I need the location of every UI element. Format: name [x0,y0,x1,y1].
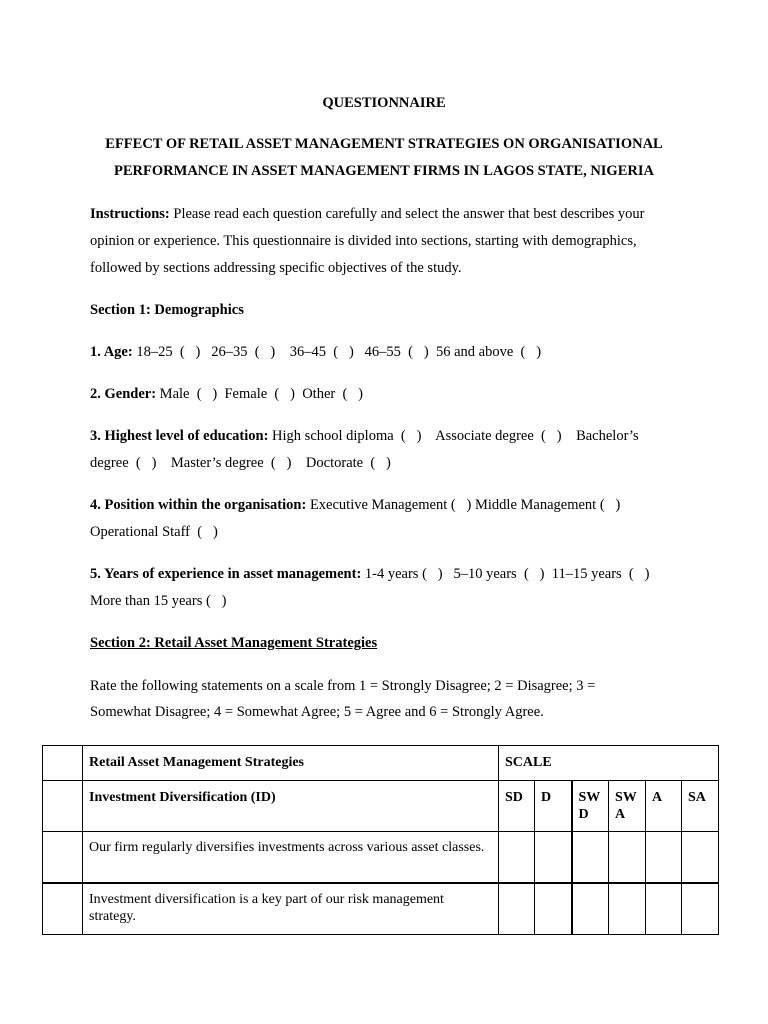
table-row [43,832,719,884]
rating-cell-sd[interactable] [499,883,535,935]
rating-instructions-line-1: Rate the following statements on a scale from 1 = Strongly Disagree; 2 = Disagree; 3 = [90,678,596,694]
rating-cell-swd[interactable] [572,883,609,935]
rating-instructions-line-2: Somewhat Disagree; 4 = Somewhat Agree; 5 = Agree and 6 = Strongly Agree. [90,704,544,720]
scale-col-swa: SW A [609,781,646,832]
rating-cell-sa[interactable] [682,832,719,884]
table-index-cell [43,883,83,935]
scale-col-a: A [646,781,682,832]
section-2-heading: Section 2: Retail Asset Management Strategies [90,635,378,651]
study-title-line-2: PERFORMANCE IN ASSET MANAGEMENT FIRMS IN LAGOS STATE, NIGERIA [114,163,654,179]
instructions-line-2: opinion or experience. This questionnaire is divided into sections, starting with demographics, [90,233,637,249]
study-title-line-1: EFFECT OF RETAIL ASSET MANAGEMENT STRATEGIES ON ORGANISATIONAL [105,136,663,152]
rating-cell-a[interactable] [646,883,682,935]
question-experience-line-1: 5. Years of experience in asset management: 1-4 years ( ) 5–10 years ( ) 11–15 years ( ) [90,566,650,582]
rating-cell-d[interactable] [535,883,572,935]
question-position-line-2: Operational Staff ( ) [90,524,218,540]
question-experience-line-2: More than 15 years ( ) [90,593,227,609]
table-header-row [43,746,719,781]
table-row [43,883,719,935]
question-gender: 2. Gender: Male ( ) Female ( ) Other ( ) [90,386,364,402]
scale-col-sd: SD [499,781,535,832]
scale-col-swd: SW D [572,781,609,832]
scale-col-d: D [535,781,572,832]
rating-cell-swd[interactable] [572,832,609,884]
question-position-line-1: 4. Position within the organisation: Executive Management ( ) Middle Management ( ) [90,497,621,513]
rating-cell-swa[interactable] [609,883,646,935]
table-index-cell [43,832,83,884]
rating-cell-a[interactable] [646,832,682,884]
table-subheader-row [43,781,719,832]
table-subheader-title: Investment Diversification (ID) [83,781,499,832]
question-age: 1. Age: 18–25 ( ) 26–35 ( ) 36–45 ( ) 46–55 ( ) 56 and above ( ) [90,344,542,360]
table-index-cell [43,781,83,832]
table-header-title: Retail Asset Management Strategies [83,746,499,781]
instructions-line-3: followed by sections addressing specific objectives of the study. [90,260,462,276]
section-1-heading: Section 1: Demographics [90,302,244,318]
statement-cell: Our firm regularly diversifies investments across various asset classes. [83,832,499,884]
questionnaire-title: QUESTIONNAIRE [322,95,446,111]
question-education-line-1: 3. Highest level of education: High school diploma ( ) Associate degree ( ) Bachelor’s [90,428,639,444]
rating-table [42,745,719,935]
rating-cell-swa[interactable] [609,832,646,884]
instructions-line-1: Instructions: Please read each question carefully and select the answer that best describes your [90,206,645,222]
rating-cell-d[interactable] [535,832,572,884]
question-education-line-2: degree ( ) Master’s degree ( ) Doctorate ( ) [90,455,391,471]
statement-cell: Investment diversification is a key part of our risk management strategy. [83,883,499,935]
rating-cell-sa[interactable] [682,883,719,935]
table-index-cell [43,746,83,781]
table-scale-header: SCALE [499,746,719,781]
scale-col-sa: SA [682,781,719,832]
rating-cell-sd[interactable] [499,832,535,884]
